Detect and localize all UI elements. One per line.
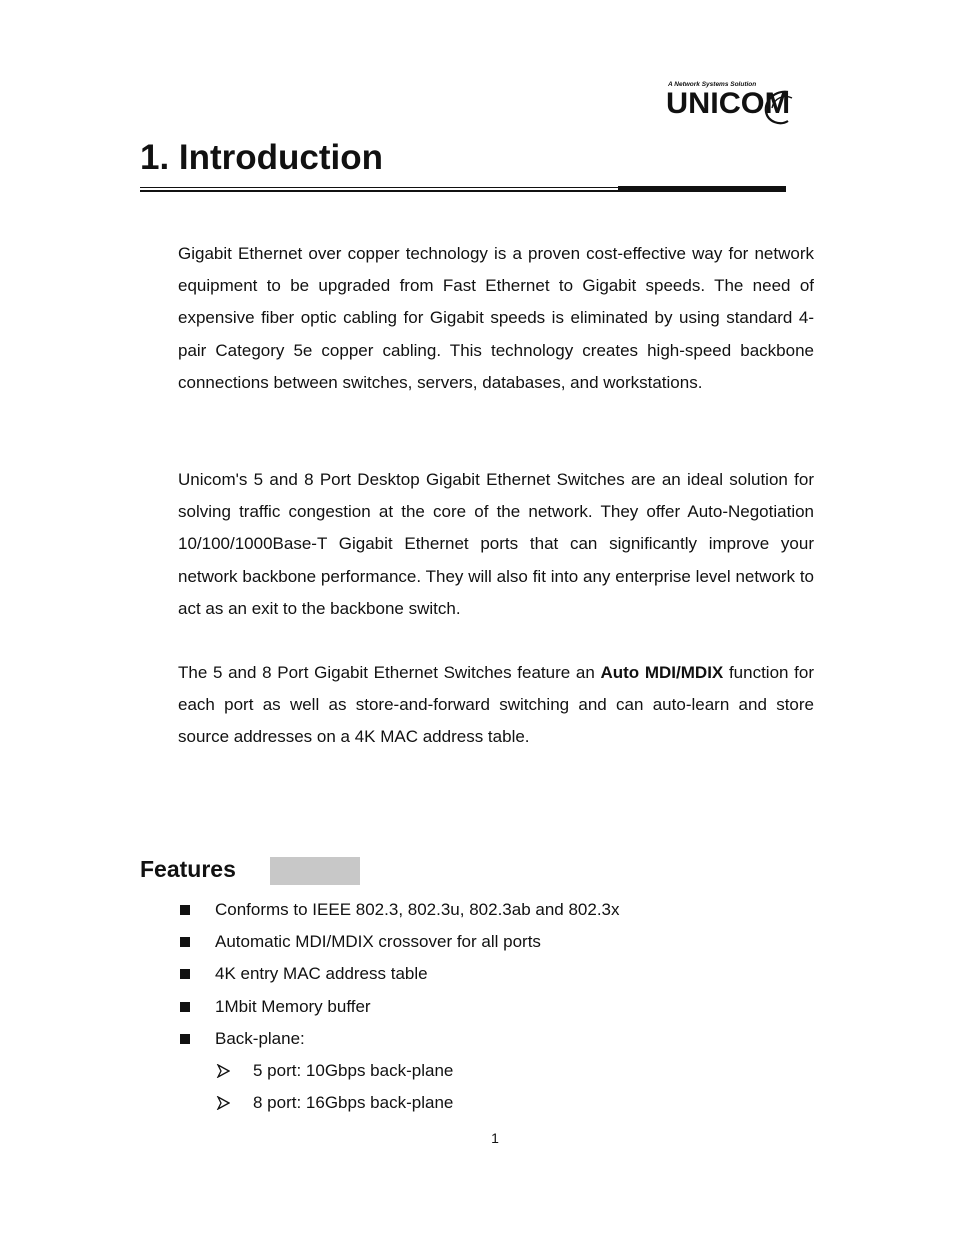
feature-subitem-text: 8 port: 16Gbps back-plane <box>253 1093 454 1112</box>
intro-paragraph-3 <box>178 657 814 754</box>
intro-paragraph-1: Gigabit Ethernet over copper technology is a proven cost-effective way for network equipment to be upgraded from Fast Ethernet to Gigabit speeds. The need of expensive fiber optic cabling for Gigabit speeds is eliminated by using standard 4-pair Category 5e copper cabling. This technology creates high-speed backbone connections between switches, servers, databases, and workstations. <box>178 244 814 392</box>
features-heading: Features <box>140 856 236 882</box>
square-bullet-icon <box>180 937 190 947</box>
p3-text-before: The 5 and 8 Port Gigabit Ethernet Switches feature an <box>178 663 601 682</box>
feature-text: Conforms to IEEE 802.3, 802.3u, 802.3ab and 802.3x <box>215 900 620 919</box>
page-number: 1 <box>491 1130 499 1146</box>
square-bullet-icon <box>180 1034 190 1044</box>
title-rule-accent <box>618 186 786 192</box>
arrow-bullet-icon <box>216 1064 230 1078</box>
intro-paragraph-2: Unicom's 5 and 8 Port Desktop Gigabit Ethernet Switches are an ideal solution for solving traffic congestion at the core of the network. They offer Auto-Negotiation 10/100/1000Base-T Gigabit Ethernet ports that can significantly improve your network backbone performance. They will also fit into any enterprise level network to act as an exit to the backbone switch. <box>178 470 814 618</box>
logo-wordmark: UNICOM <box>666 87 791 120</box>
feature-item <box>180 1027 800 1051</box>
feature-item <box>180 930 800 954</box>
arrow-bullet-icon <box>216 1096 230 1110</box>
logo-swoosh-icon <box>758 88 798 128</box>
p3-text-after: function for each port as well as store-and-forward switching and can auto-learn and store source addresses on a 4K MAC address table. <box>178 663 814 747</box>
feature-text: Back-plane: <box>215 1029 305 1048</box>
square-bullet-icon <box>180 969 190 979</box>
feature-item <box>180 995 800 1019</box>
feature-subitem <box>216 1059 796 1083</box>
unicom-logo <box>664 78 814 128</box>
page-title: 1. Introduction <box>140 138 384 177</box>
feature-item <box>180 898 800 922</box>
logo-tagline: A Network Systems Solution <box>668 81 757 88</box>
feature-item <box>180 962 800 986</box>
feature-text: 4K entry MAC address table <box>215 964 428 983</box>
p3-bold-term: Auto MDI/MDIX <box>600 663 724 682</box>
feature-subitem <box>216 1091 796 1115</box>
feature-text: 1Mbit Memory buffer <box>215 997 371 1016</box>
feature-subitem-text: 5 port: 10Gbps back-plane <box>253 1061 454 1080</box>
square-bullet-icon <box>180 1002 190 1012</box>
features-heading-shade <box>270 857 360 885</box>
feature-text: Automatic MDI/MDIX crossover for all ports <box>215 932 541 951</box>
square-bullet-icon <box>180 905 190 915</box>
